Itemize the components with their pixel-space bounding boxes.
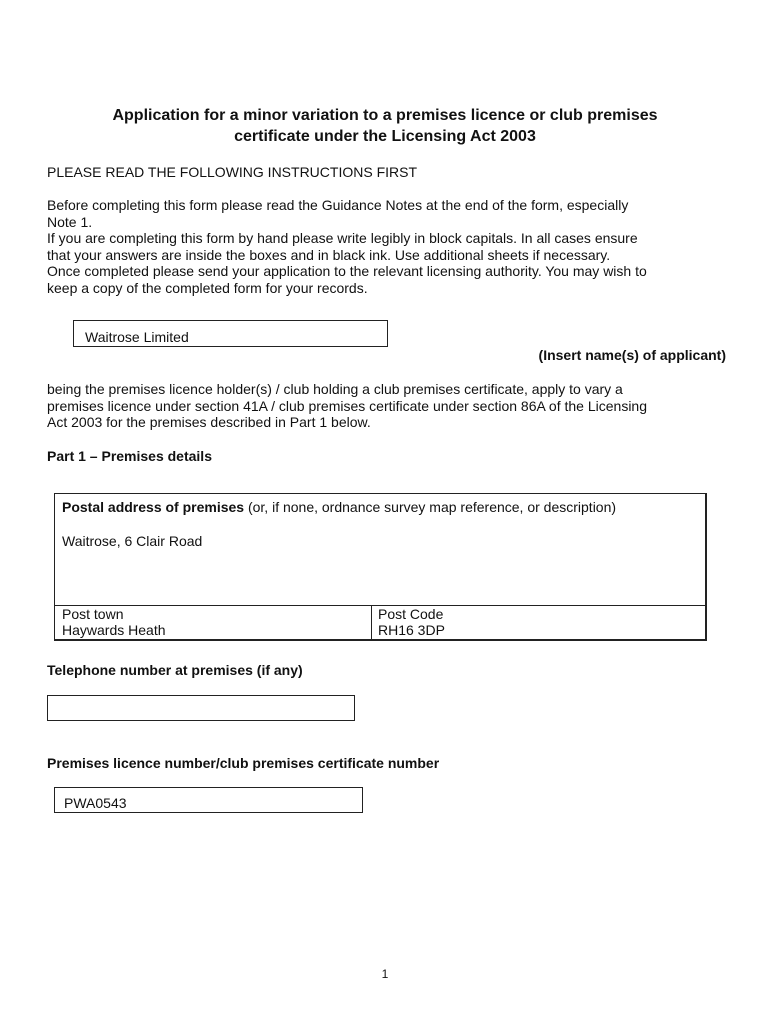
licence-number-label: Premises licence number/club premises certificate number — [47, 755, 440, 771]
licence-number-value: PWA0543 — [64, 795, 127, 811]
post-code-field[interactable] — [378, 606, 678, 638]
application-statement — [47, 381, 737, 431]
column-divider — [371, 605, 372, 640]
part1-heading: Part 1 – Premises details — [47, 448, 212, 464]
instructions-line: Note 1. — [47, 213, 93, 230]
postal-address-label — [62, 499, 702, 515]
premises-address-table — [54, 493, 707, 641]
statement-line: Act 2003 for the premises described in Part 1 below. — [47, 414, 371, 430]
applicant-name-value: Waitrose Limited — [85, 329, 189, 345]
form-title-line1: Application for a minor variation to a premises licence or club premises — [112, 107, 658, 124]
postal-address-field[interactable] — [62, 533, 692, 603]
post-code-label: Post Code — [378, 606, 444, 622]
page-number: 1 — [381, 967, 389, 981]
instructions-line: that your answers are inside the boxes and in black ink. Use additional sheets if necessary. — [47, 246, 611, 263]
instructions-line: If you are completing this form by hand please write legibly in block capitals. In all cases ensure — [47, 230, 638, 246]
instructions-body — [47, 197, 737, 296]
post-town-label: Post town — [62, 606, 124, 622]
postal-address-label-note: (or, if none, ordnance survey map reference, or description) — [244, 499, 617, 515]
licence-number-field[interactable] — [54, 787, 363, 813]
telephone-label: Telephone number at premises (if any) — [47, 662, 303, 678]
applicant-name-label: (Insert name(s) of applicant) — [538, 347, 726, 363]
instructions-line: Once completed please send your application to the relevant licensing authority. You may wish to — [47, 263, 647, 279]
telephone-field[interactable] — [47, 695, 355, 721]
instructions-heading: PLEASE READ THE FOLLOWING INSTRUCTIONS FIRST — [47, 164, 418, 180]
postal-address-label-bold: Postal address of premises — [62, 499, 245, 515]
post-town-value: Haywards Heath — [62, 622, 166, 638]
post-code-value: RH16 3DP — [378, 622, 445, 638]
statement-line: being the premises licence holder(s) / club holding a club premises certificate, apply to vary a — [47, 381, 623, 397]
form-title — [40, 105, 730, 147]
form-title-line2: certificate under the Licensing Act 2003 — [234, 128, 536, 145]
postal-address-value: Waitrose, 6 Clair Road — [62, 533, 203, 549]
post-town-field[interactable] — [62, 606, 362, 638]
statement-line: premises licence under section 41A / club premises certificate under section 86A of the Licensing — [47, 397, 647, 414]
instructions-line: Before completing this form please read the Guidance Notes at the end of the form, especially — [47, 197, 629, 213]
instructions-line: keep a copy of the completed form for your records. — [47, 279, 368, 296]
applicant-name-field[interactable] — [73, 320, 388, 347]
